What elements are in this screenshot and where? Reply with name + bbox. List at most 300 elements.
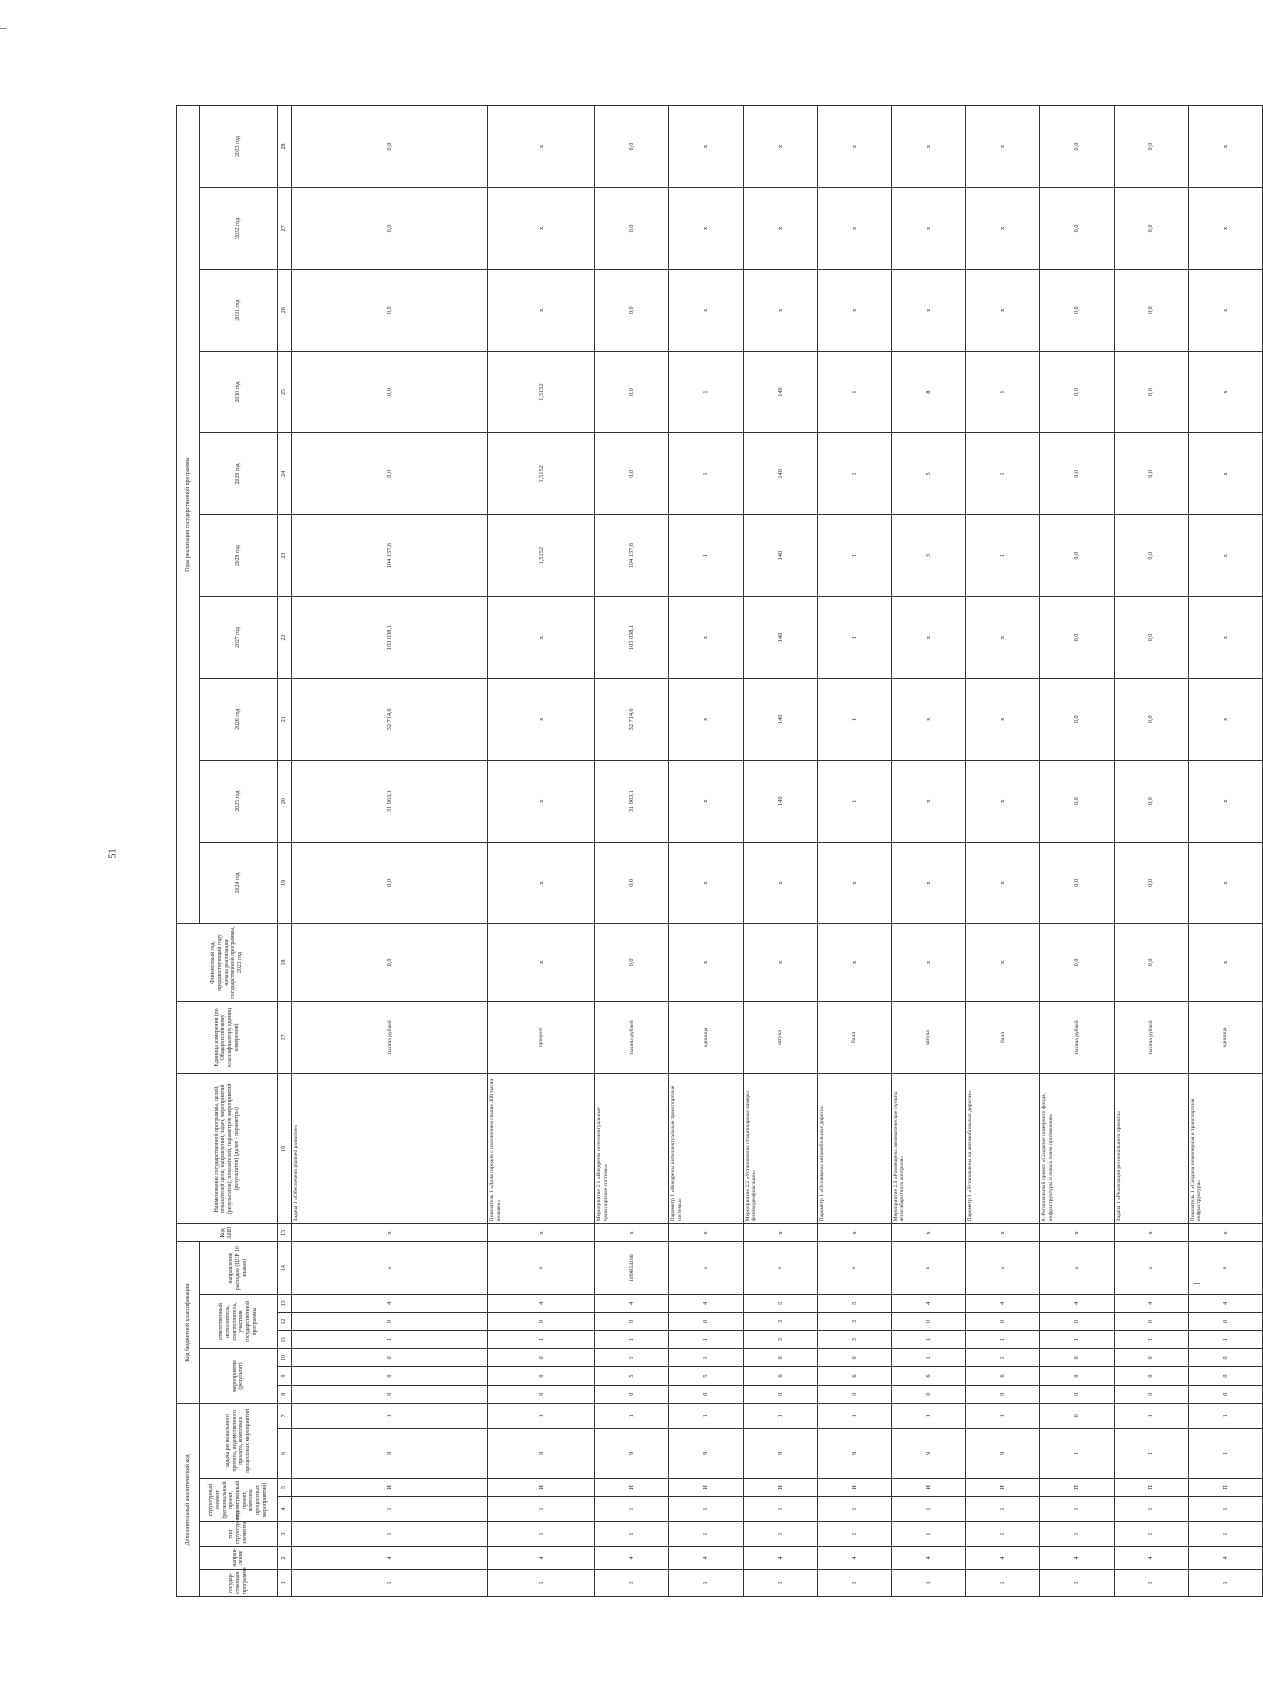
code-cell: 1: [292, 1403, 488, 1428]
aip-cell: x: [817, 1224, 891, 1242]
code-cell: 3: [743, 1312, 817, 1330]
aip-cell: x: [1040, 1224, 1114, 1242]
year-value-cell: 104 137,6: [595, 515, 669, 597]
code-cell: 0: [292, 1349, 488, 1367]
column-number: 3: [277, 1522, 291, 1547]
year-value-cell: 0,0: [595, 351, 669, 433]
table-row: [1040, 106, 1114, 1597]
unit-cell: штука: [743, 1001, 817, 1074]
header-type: тип структурного элемента: [199, 1522, 277, 1547]
year-value-cell: x: [817, 269, 891, 351]
code-cell: 4: [891, 1294, 965, 1312]
year-value-cell: x: [488, 106, 595, 188]
column-number: 13: [277, 1294, 291, 1312]
fin-year-cell: x: [966, 924, 1040, 1001]
code-cell: П: [1114, 1478, 1188, 1496]
year-value-cell: 103 038,1: [292, 597, 488, 679]
header-task: задача регионального проекта, ведомственного проекта, комплекса процессных мероприятий: [199, 1403, 277, 1478]
column-number: 2: [277, 1547, 291, 1570]
code-cell: 0: [1040, 1385, 1114, 1403]
code-cell: 1: [966, 1497, 1040, 1522]
year-value-cell: x: [891, 106, 965, 188]
column-number: 25: [277, 351, 291, 433]
code-cell: 4: [1188, 1547, 1262, 1570]
code-cell: 1: [1040, 1569, 1114, 1596]
code-cell: И: [817, 1478, 891, 1496]
expense-code-cell: x: [292, 1242, 488, 1294]
code-cell: 1: [669, 1403, 743, 1428]
year-value-cell: 1,5152: [488, 351, 595, 433]
code-cell: 1: [1188, 1522, 1262, 1547]
header-year-4: 2027 год: [199, 597, 277, 679]
code-cell: 0: [488, 1385, 595, 1403]
code-cell: 3: [743, 1331, 817, 1349]
table-row: [966, 106, 1040, 1597]
year-value-cell: 1,5152: [488, 515, 595, 597]
year-value-cell: x: [1188, 842, 1262, 924]
table-row: [1114, 106, 1188, 1597]
year-value-cell: x: [669, 678, 743, 760]
column-number: 12: [277, 1312, 291, 1330]
column-number: 15: [277, 1224, 291, 1242]
year-value-cell: 1: [817, 760, 891, 842]
unit-cell: тысяча рублей: [595, 1001, 669, 1074]
year-value-cell: 140: [743, 760, 817, 842]
year-value-cell: 140: [743, 597, 817, 679]
code-cell: 1: [891, 1331, 965, 1349]
year-value-cell: x: [966, 188, 1040, 270]
column-number: 10: [277, 1349, 291, 1367]
aip-cell: x: [891, 1224, 965, 1242]
year-value-cell: x: [743, 842, 817, 924]
column-number: 27: [277, 188, 291, 270]
year-value-cell: x: [1188, 433, 1262, 515]
code-cell: П: [1040, 1478, 1114, 1496]
year-value-cell: 1: [817, 678, 891, 760]
code-cell: 1: [966, 1403, 1040, 1428]
year-value-cell: 0,0: [595, 269, 669, 351]
code-cell: 4: [292, 1547, 488, 1570]
column-number: 4: [277, 1497, 291, 1522]
fin-year-cell: 0,0: [1114, 924, 1188, 1001]
expense-code-cell: x: [1040, 1242, 1114, 1294]
year-value-cell: 1: [669, 433, 743, 515]
table-row: [292, 106, 488, 1597]
year-value-cell: 0,0: [1040, 188, 1114, 270]
row-name-cell: Параметр 1 «Установлены на автомобильных дорогах»: [966, 1074, 1040, 1224]
code-cell: 6: [817, 1367, 891, 1385]
row-name-cell: Параметр 1 «Оснащены автомобильные дороги»: [817, 1074, 891, 1224]
code-cell: И: [966, 1478, 1040, 1496]
code-cell: 1: [1188, 1428, 1262, 1478]
code-cell: 4: [488, 1294, 595, 1312]
code-cell: 1: [1188, 1403, 1262, 1428]
year-value-cell: x: [966, 597, 1040, 679]
unit-cell: единица: [1188, 1001, 1262, 1074]
aip-cell: x: [488, 1224, 595, 1242]
header-year-2: 2025 год: [199, 760, 277, 842]
code-cell: 0: [743, 1385, 817, 1403]
year-value-cell: 32 714,6: [292, 678, 488, 760]
code-cell: 0: [1188, 1349, 1262, 1367]
year-value-cell: x: [488, 760, 595, 842]
header-resp: ответственный исполнитель, соисполнитель, участник государственной программы: [199, 1294, 277, 1349]
header-year-9: 2032 год: [199, 188, 277, 270]
code-cell: 4: [1114, 1547, 1188, 1570]
code-cell: 0: [891, 1312, 965, 1330]
table-row: [743, 106, 817, 1597]
code-cell: 6: [891, 1367, 965, 1385]
code-cell: 1: [669, 1569, 743, 1596]
table-row: [595, 106, 669, 1597]
code-cell: 1: [743, 1569, 817, 1596]
year-value-cell: x: [1188, 106, 1262, 188]
code-cell: 1: [1040, 1428, 1114, 1478]
unit-cell: тысяча рублей: [1114, 1001, 1188, 1074]
code-cell: 1: [1188, 1331, 1262, 1349]
year-value-cell: 104 137,6: [292, 515, 488, 597]
year-value-cell: x: [669, 597, 743, 679]
year-value-cell: 0,0: [1040, 433, 1114, 515]
code-cell: 0: [292, 1312, 488, 1330]
code-cell: 1: [595, 1497, 669, 1522]
year-value-cell: x: [1188, 351, 1262, 433]
unit-cell: балл: [966, 1001, 1040, 1074]
year-value-cell: 140: [743, 433, 817, 515]
code-cell: 0: [817, 1385, 891, 1403]
code-cell: 0: [488, 1312, 595, 1330]
code-cell: 4: [1188, 1294, 1262, 1312]
row-name-cell: Мероприятие 2.2 «Установлены стационарные камеры фотовидеофиксации»: [743, 1074, 817, 1224]
code-cell: 1: [891, 1569, 965, 1596]
header-name: Наименование государственной программы, целей, показателей цели, направлений, задач, мероприятий (результатов), показателей, параметров мероприятий (результатов) (далее - параметры): [177, 1074, 278, 1224]
code-cell: 0: [966, 1385, 1040, 1403]
header-additional-code: Дополнительный аналитический код: [177, 1403, 200, 1596]
row-name-cell: Показатель 1 «Создана инженерная и транспортная инфраструктура»: [1188, 1074, 1262, 1224]
code-cell: 1: [595, 1349, 669, 1367]
fin-year-cell: 0,0: [292, 924, 488, 1001]
code-cell: 0: [1188, 1385, 1262, 1403]
page-number: 51: [107, 848, 119, 859]
year-value-cell: 0,0: [595, 106, 669, 188]
expense-code-cell: x: [891, 1242, 965, 1294]
year-value-cell: x: [669, 188, 743, 270]
code-cell: 4: [595, 1294, 669, 1312]
code-cell: 0: [1040, 1403, 1114, 1428]
column-number: 5: [277, 1478, 291, 1496]
column-number: 28: [277, 106, 291, 188]
expense-code-cell: x: [817, 1242, 891, 1294]
year-value-cell: 103 038,1: [595, 597, 669, 679]
year-value-cell: 0,0: [595, 188, 669, 270]
year-value-cell: 1: [817, 515, 891, 597]
fin-year-cell: x: [1188, 924, 1262, 1001]
year-value-cell: 0,0: [292, 842, 488, 924]
column-number: 17: [277, 1001, 291, 1074]
year-value-cell: x: [669, 842, 743, 924]
code-cell: И: [488, 1478, 595, 1496]
code-cell: 1: [292, 1522, 488, 1547]
unit-cell: балл: [817, 1001, 891, 1074]
program-table: [176, 105, 1263, 1597]
code-cell: 1: [966, 1522, 1040, 1547]
year-value-cell: 0,0: [292, 106, 488, 188]
code-cell: 0: [1114, 1367, 1188, 1385]
aip-cell: x: [1188, 1224, 1262, 1242]
code-cell: И: [743, 1478, 817, 1496]
column-number: 26: [277, 269, 291, 351]
code-cell: 4: [1040, 1547, 1114, 1570]
margin-line-top: [0, 28, 6, 29]
year-value-cell: 0,0: [1040, 842, 1114, 924]
header-napr: направ-ление: [199, 1547, 277, 1570]
year-value-cell: x: [891, 269, 965, 351]
aip-cell: x: [292, 1224, 488, 1242]
column-number: 9: [277, 1367, 291, 1385]
year-value-cell: 0,0: [1040, 678, 1114, 760]
year-value-cell: 0,0: [1040, 597, 1114, 679]
column-number: 24: [277, 433, 291, 515]
year-value-cell: 140: [743, 515, 817, 597]
year-value-cell: x: [669, 760, 743, 842]
year-value-cell: x: [891, 842, 965, 924]
code-cell: 1: [595, 1331, 669, 1349]
year-value-cell: 0,0: [1040, 515, 1114, 597]
row-name-cell: Мероприятие 2.3 «Размещены автоматические пункты весогабаритного контроля»: [891, 1074, 965, 1224]
year-value-cell: 0,0: [1040, 351, 1114, 433]
code-cell: 1: [1040, 1331, 1114, 1349]
fin-year-cell: x: [891, 924, 965, 1001]
code-cell: 1: [488, 1522, 595, 1547]
code-cell: 1: [743, 1497, 817, 1522]
code-cell: 1: [966, 1569, 1040, 1596]
year-value-cell: 0,0: [1114, 597, 1188, 679]
code-cell: 1: [1040, 1497, 1114, 1522]
year-value-cell: x: [817, 106, 891, 188]
year-value-cell: 32 714,6: [595, 678, 669, 760]
code-cell: 5: [669, 1367, 743, 1385]
code-cell: 1: [743, 1403, 817, 1428]
year-value-cell: 1: [966, 515, 1040, 597]
year-value-cell: x: [1188, 269, 1262, 351]
expense-code-cell: x: [1188, 1242, 1262, 1294]
header-year-1: 2024 год: [199, 842, 277, 924]
code-cell: И: [891, 1478, 965, 1496]
code-cell: 1: [966, 1349, 1040, 1367]
code-cell: 1: [1114, 1522, 1188, 1547]
code-cell: И: [292, 1478, 488, 1496]
code-cell: 0: [1188, 1312, 1262, 1330]
code-cell: 4: [966, 1294, 1040, 1312]
column-number: 1: [277, 1569, 291, 1596]
header-years: Годы реализации государственной программы: [177, 106, 200, 924]
year-value-cell: x: [488, 597, 595, 679]
code-cell: 0: [595, 1312, 669, 1330]
year-value-cell: x: [488, 269, 595, 351]
unit-cell: единица: [669, 1001, 743, 1074]
code-cell: 1: [1188, 1569, 1262, 1596]
year-value-cell: x: [743, 269, 817, 351]
unit-cell: штука: [891, 1001, 965, 1074]
code-cell: 1: [817, 1403, 891, 1428]
year-value-cell: 1: [966, 433, 1040, 515]
code-cell: 0: [1114, 1312, 1188, 1330]
year-value-cell: x: [488, 188, 595, 270]
column-number: 22: [277, 597, 291, 679]
code-cell: 1: [292, 1331, 488, 1349]
code-cell: 1: [1114, 1403, 1188, 1428]
code-cell: 4: [292, 1294, 488, 1312]
code-cell: 1: [891, 1497, 965, 1522]
row-name-cell: Показатель 1 «Доля городов с населением свыше 300 тысяч человек»: [488, 1074, 595, 1224]
expense-code-cell: x: [669, 1242, 743, 1294]
year-value-cell: x: [669, 269, 743, 351]
year-value-cell: 0,0: [1114, 433, 1188, 515]
code-cell: 4: [966, 1547, 1040, 1570]
code-cell: 0: [1040, 1367, 1114, 1385]
code-cell: 0: [669, 1312, 743, 1330]
fin-year-cell: x: [669, 924, 743, 1001]
column-number: 8: [277, 1385, 291, 1403]
code-cell: 9: [966, 1428, 1040, 1478]
code-cell: 4: [891, 1547, 965, 1570]
year-value-cell: x: [1188, 515, 1262, 597]
year-value-cell: x: [1188, 188, 1262, 270]
fin-year-cell: x: [817, 924, 891, 1001]
code-cell: 0: [1114, 1385, 1188, 1403]
row-name-cell: Задача 1 «Реализация регионального проекта»: [1114, 1074, 1188, 1224]
column-number: 20: [277, 760, 291, 842]
column-number: 21: [277, 678, 291, 760]
code-cell: 9: [669, 1428, 743, 1478]
year-value-cell: 0,0: [1114, 678, 1188, 760]
year-value-cell: 0,0: [1114, 188, 1188, 270]
year-value-cell: x: [966, 106, 1040, 188]
table-rotator: [176, 105, 1263, 1597]
year-value-cell: 8: [891, 351, 965, 433]
code-cell: 1: [488, 1331, 595, 1349]
year-value-cell: 1,5152: [488, 433, 595, 515]
year-value-cell: 0,0: [292, 351, 488, 433]
year-value-cell: x: [891, 597, 965, 679]
column-number: 19: [277, 842, 291, 924]
year-value-cell: 0,0: [1040, 106, 1114, 188]
year-value-cell: x: [1188, 597, 1262, 679]
code-cell: 1: [595, 1569, 669, 1596]
code-cell: 1: [292, 1497, 488, 1522]
year-value-cell: 3: [891, 515, 965, 597]
code-cell: 1: [669, 1331, 743, 1349]
code-cell: 1: [669, 1497, 743, 1522]
year-value-cell: 0,0: [595, 842, 669, 924]
code-cell: 1: [743, 1522, 817, 1547]
code-cell: 5: [817, 1294, 891, 1312]
column-number: 23: [277, 515, 291, 597]
code-cell: 9: [595, 1428, 669, 1478]
code-cell: 1: [1040, 1522, 1114, 1547]
year-value-cell: x: [966, 269, 1040, 351]
code-cell: 4: [1040, 1294, 1114, 1312]
year-value-cell: x: [966, 842, 1040, 924]
code-cell: 4: [488, 1547, 595, 1570]
header-year-7: 2030 год: [199, 351, 277, 433]
code-cell: 4: [669, 1294, 743, 1312]
header-budget-code: Код бюджетной классификации: [177, 1242, 200, 1403]
row-name-cell: Мероприятие 2.1 «Внедрены интеллектуальные транспортные системы»: [595, 1074, 669, 1224]
year-value-cell: x: [669, 106, 743, 188]
year-value-cell: 0,0: [292, 433, 488, 515]
code-cell: 4: [1114, 1294, 1188, 1312]
year-value-cell: x: [891, 188, 965, 270]
code-cell: 1: [1188, 1497, 1262, 1522]
year-value-cell: 31 963,1: [595, 760, 669, 842]
aip-cell: x: [669, 1224, 743, 1242]
table-row: [817, 106, 891, 1597]
code-cell: И: [669, 1478, 743, 1496]
code-cell: 0: [817, 1349, 891, 1367]
year-value-cell: x: [966, 678, 1040, 760]
year-value-cell: x: [1188, 760, 1262, 842]
year-value-cell: 1: [817, 597, 891, 679]
header-aip: Код АИП: [177, 1224, 278, 1242]
code-cell: 0: [1040, 1312, 1114, 1330]
year-value-cell: 1: [669, 351, 743, 433]
year-value-cell: x: [1188, 678, 1262, 760]
code-cell: 1: [891, 1403, 965, 1428]
code-cell: 1: [1114, 1569, 1188, 1596]
column-number: 11: [277, 1331, 291, 1349]
year-value-cell: x: [891, 760, 965, 842]
year-value-cell: x: [891, 678, 965, 760]
fin-year-cell: 0,0: [1040, 924, 1114, 1001]
year-value-cell: 0,0: [1114, 269, 1188, 351]
row-name-cell: Параметр 1 «Внедрены интеллектуальные транспортные системы»: [669, 1074, 743, 1224]
code-cell: 4: [669, 1547, 743, 1570]
code-cell: 9: [488, 1428, 595, 1478]
rotated-table-area: [176, 105, 1263, 1597]
code-cell: 0: [743, 1349, 817, 1367]
code-cell: П: [1188, 1478, 1262, 1496]
code-cell: 0: [891, 1385, 965, 1403]
unit-cell: тысяча рублей: [292, 1001, 488, 1074]
year-value-cell: 0,0: [292, 269, 488, 351]
column-number: 18: [277, 924, 291, 1001]
code-cell: 6: [966, 1367, 1040, 1385]
year-value-cell: 1: [669, 515, 743, 597]
table-row: [1188, 106, 1262, 1597]
year-value-cell: 31 963,1: [292, 760, 488, 842]
year-value-cell: x: [966, 760, 1040, 842]
unit-cell: процент: [488, 1001, 595, 1074]
header-year-10: 2033 год: [199, 106, 277, 188]
code-cell: 1: [1114, 1331, 1188, 1349]
expense-code-cell: 1И9R54180: [595, 1242, 669, 1294]
code-cell: 1: [817, 1522, 891, 1547]
aip-cell: x: [743, 1224, 817, 1242]
code-cell: 9: [292, 1428, 488, 1478]
header-gp: государ-ственная программа: [199, 1569, 277, 1596]
column-number: 6: [277, 1428, 291, 1478]
header-fin-year: Финансовый год, предшествующий году начала реализации государственной программы, 2023 год: [177, 924, 278, 1001]
row-name-cell: 8. Региональный проект «Создание номерного фонда, инфраструктуры и новых точек притяжения»: [1040, 1074, 1114, 1224]
header-struct: структурный элемент (региональный проект, ведомственный проект, комплекс процессных мероприятий): [199, 1478, 277, 1521]
code-cell: 1: [488, 1403, 595, 1428]
code-cell: 0: [966, 1312, 1040, 1330]
code-cell: 5: [595, 1367, 669, 1385]
code-cell: 9: [891, 1428, 965, 1478]
year-value-cell: 1: [817, 351, 891, 433]
year-value-cell: 140: [743, 351, 817, 433]
